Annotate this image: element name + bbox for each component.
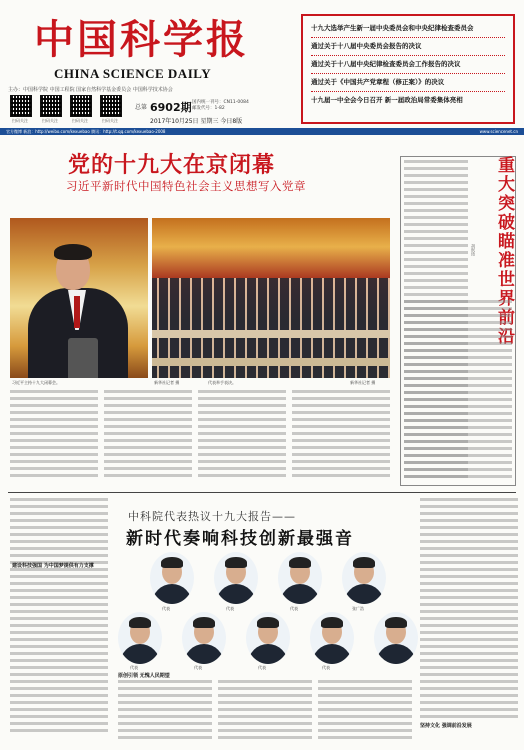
lower-subhead: 建设科技强国 为中国梦提供有力支撑 <box>12 563 94 569</box>
lower-subhead: 坚持文化 强调前沿发展 <box>420 723 472 729</box>
photo1-caption: 习近平主持十九大闭幕会。 <box>12 380 60 385</box>
delegate-name: 代表 <box>226 606 234 611</box>
headline-item[interactable]: 通过关于十八届中央委员会报告的决议 <box>311 38 505 56</box>
lead-subheadline: 习近平新时代中国特色社会主义思想写入党章 <box>66 179 306 193</box>
publication-numbers <box>192 100 249 112</box>
delegate-name: 张广浩 <box>352 606 364 611</box>
masthead-english-title: CHINA SCIENCE DAILY <box>54 66 212 81</box>
photo2-credit: 新华社记者 摄 <box>154 380 180 385</box>
delegate-portrait <box>150 552 194 604</box>
cn-number: 国内统一刊号：CN11-0084 <box>192 100 249 105</box>
delegate-portrait <box>246 612 290 664</box>
lower-left-column <box>10 498 108 740</box>
sponsors-line: 主办：中国科学院 中国工程院 国家自然科学基金委员会 中国科学技术协会 <box>8 87 173 93</box>
delegate-name: 代表 <box>290 606 298 611</box>
delegate-name: 代表 <box>194 665 202 670</box>
lead-body-column <box>10 390 98 482</box>
headline-item[interactable]: 通过关于十八届中央纪律检查委员会工作报告的决议 <box>311 56 505 74</box>
date-line: 2017年10月25日 星期三 今日8版 <box>150 118 243 125</box>
lead-headline[interactable]: 党的十九大在京闭幕 <box>68 153 276 178</box>
feature-headline[interactable]: 重大突破瞄准世界前沿 <box>494 156 514 346</box>
feature-body-text-wide <box>404 300 512 482</box>
post-code: 邮发代号：1-82 <box>192 106 225 111</box>
photo2-credit-right: 新华社记者 摄 <box>350 380 376 385</box>
lead-photo-speaker[interactable] <box>10 218 148 378</box>
delegate-portrait <box>118 612 162 664</box>
qr-label: 扫码关注 <box>12 118 28 123</box>
qr-code-icon[interactable] <box>40 95 62 117</box>
qr-label: 扫码关注 <box>102 118 118 123</box>
delegate-portrait <box>342 552 386 604</box>
issue-number: 6902期 <box>150 101 192 114</box>
lower-subhead: 原创引领 无愧人民期望 <box>118 673 170 679</box>
headline-item[interactable]: 通过关于《中国共产党章程（修正案）》的决议 <box>311 74 505 92</box>
qr-label: 扫码关注 <box>72 118 88 123</box>
headline-item[interactable]: 十九届一中全会今日召开 新一届政治局常委集体亮相 <box>311 96 463 104</box>
lead-body-column <box>198 390 286 482</box>
headlines-box <box>301 14 515 124</box>
web-bar <box>0 128 524 135</box>
photo-desk-row <box>152 358 390 366</box>
lower-kicker: 中科院代表热议十九大报告—— <box>128 510 296 523</box>
feature-author: 胡珉琦 <box>471 244 476 256</box>
website-link[interactable]: www.sciencenet.cn <box>479 129 518 134</box>
delegate-name: 代表 <box>162 606 170 611</box>
delegate-portrait <box>278 552 322 604</box>
issue-label: 总第 <box>135 104 148 111</box>
delegate-portrait <box>310 612 354 664</box>
photo-figure-tie <box>74 296 80 328</box>
lead-body-column <box>292 390 390 482</box>
delegate-name: 代表 <box>130 665 138 670</box>
delegate-portrait <box>374 612 418 664</box>
delegate-portrait <box>182 612 226 664</box>
lower-body-column <box>118 680 212 742</box>
qr-code-icon[interactable] <box>100 95 122 117</box>
lower-body-column <box>318 680 412 742</box>
delegate-name: 代表 <box>322 665 330 670</box>
qr-code-icon[interactable] <box>10 95 32 117</box>
lower-headline[interactable]: 新时代奏响科技创新最强音 <box>126 529 354 549</box>
masthead-title: 中国科学报 <box>34 16 249 63</box>
photo-desk-row <box>152 330 390 338</box>
photo-microphone <box>68 338 98 378</box>
delegate-name: 代表 <box>258 665 266 670</box>
delegate-portrait <box>214 552 258 604</box>
qr-label: 扫码关注 <box>42 118 58 123</box>
lead-body-column <box>104 390 192 482</box>
lead-photo-assembly[interactable] <box>152 218 390 378</box>
photo-figure-hair <box>54 244 92 260</box>
lower-right-column <box>420 498 518 720</box>
qr-code-icon[interactable] <box>70 95 92 117</box>
photo2-caption: 代表举手表决。 <box>208 380 236 385</box>
weibo-links[interactable]: 官方微博 新浪：http://weibo.com/kexuebao 腾讯：http://t.qq.com/kexuebao-2008 <box>6 129 166 134</box>
section-divider <box>8 492 516 493</box>
headline-item[interactable]: 十九大选举产生新一届中央委员会和中央纪律检查委员会 <box>311 20 505 38</box>
lower-body-column <box>218 680 312 742</box>
